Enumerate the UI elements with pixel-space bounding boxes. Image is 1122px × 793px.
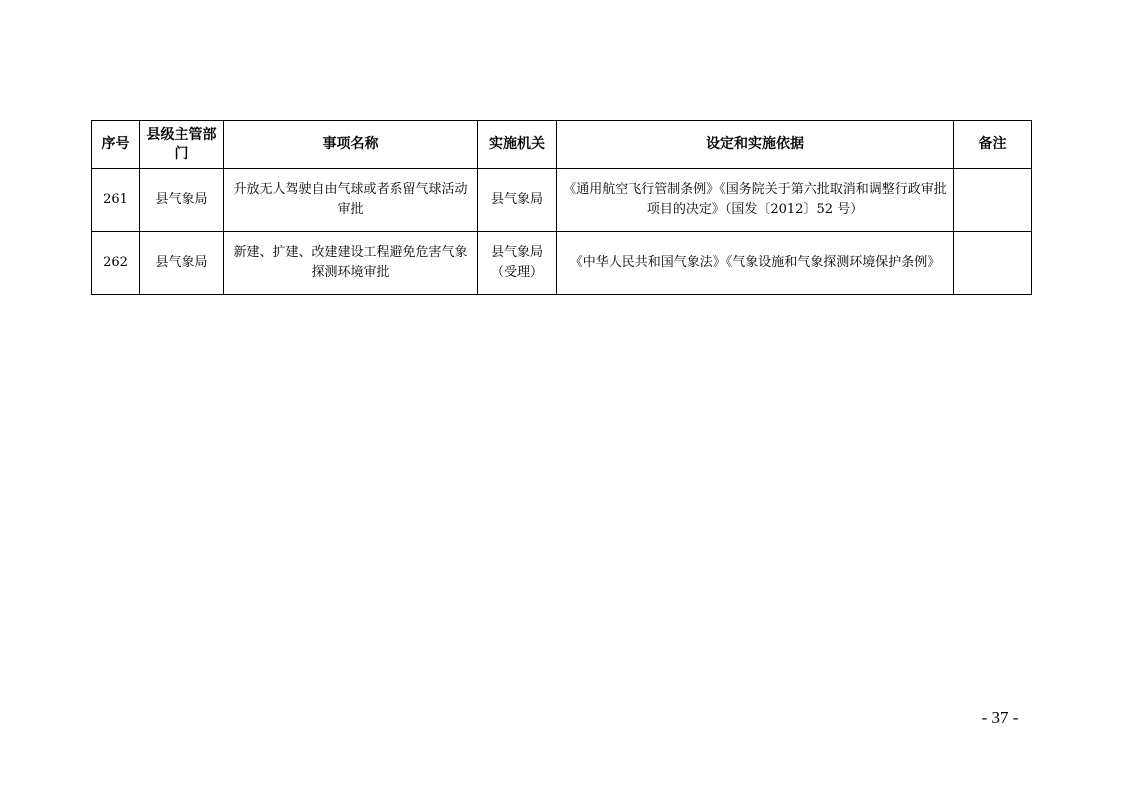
header-basis: 设定和实施依据	[557, 121, 954, 169]
table-row	[92, 169, 1032, 232]
cell-agency: 县气象局（受理）	[478, 232, 557, 295]
cell-remarks	[954, 169, 1032, 232]
header-index: 序号	[92, 121, 140, 169]
cell-index: 262	[92, 232, 140, 295]
cell-basis: 《通用航空飞行管制条例》《国务院关于第六批取消和调整行政审批项目的决定》（国发〔2012〕52 号）	[557, 169, 954, 232]
cell-agency: 县气象局	[478, 169, 557, 232]
cell-index: 261	[92, 169, 140, 232]
header-department: 县级主管部门	[140, 121, 224, 169]
cell-basis: 《中华人民共和国气象法》《气象设施和气象探测环境保护条例》	[557, 232, 954, 295]
cell-department: 县气象局	[140, 169, 224, 232]
table-row	[92, 232, 1032, 295]
cell-item-name: 新建、扩建、改建建设工程避免危害气象探测环境审批	[224, 232, 478, 295]
header-item-name: 事项名称	[224, 121, 478, 169]
cell-remarks	[954, 232, 1032, 295]
cell-department: 县气象局	[140, 232, 224, 295]
header-agency: 实施机关	[478, 121, 557, 169]
table-header-row	[92, 121, 1032, 169]
header-remarks: 备注	[954, 121, 1032, 169]
page-number: - 37 -	[981, 708, 1019, 727]
cell-item-name: 升放无人驾驶自由气球或者系留气球活动审批	[224, 169, 478, 232]
approval-items-table	[91, 120, 1032, 295]
